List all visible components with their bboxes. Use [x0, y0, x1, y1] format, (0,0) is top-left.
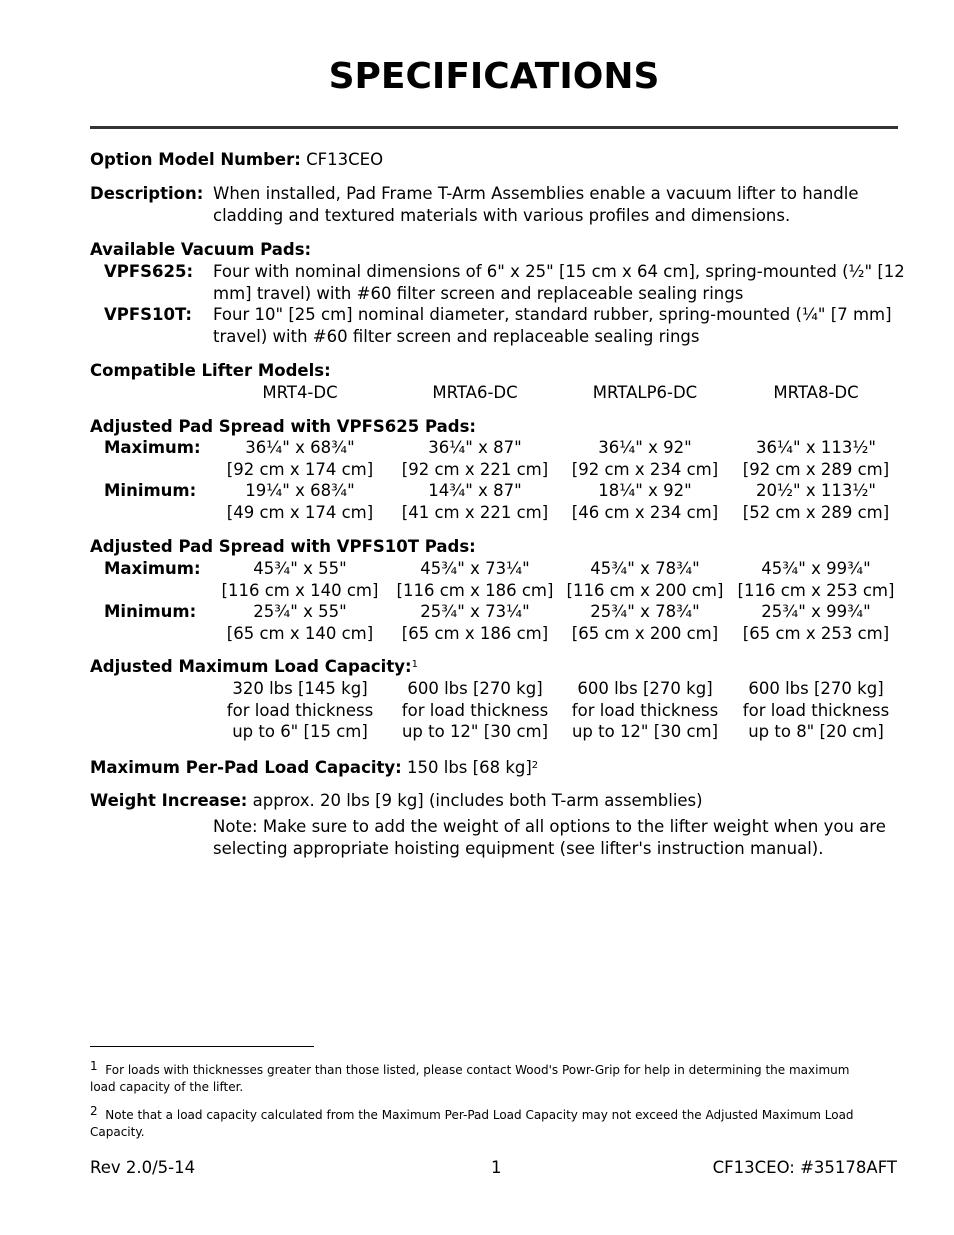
page-title: SPECIFICATIONS [328, 56, 660, 97]
footer-page-number: 1 [491, 1158, 502, 1177]
spread-value: 45¾" x 99¾" [116 cm x 253 cm] [737, 559, 895, 600]
load-value: 600 lbs [270 kg] for load thickness up to 8" [20 cm] [742, 679, 890, 742]
footnote-2: $^2$ Note that a load capacity calculated from the Maximum Per-Pad Load Capacity may not exceed the Adjusted Maximum Load Capacity. [90, 1104, 854, 1139]
spread10t-max-label: Maximum: [104, 559, 201, 578]
vpfs10t-line-2: travel) with #60 filter screen and replaceable sealing rings [213, 327, 700, 346]
weight-label: Weight Increase: [90, 791, 248, 810]
spread-value: 45¾" x 78¾" [116 cm x 200 cm] [566, 559, 724, 600]
footnote-divider [90, 1046, 314, 1047]
option-model-label: Option Model Number: [90, 150, 301, 169]
model-name: MRTA8-DC [773, 383, 859, 402]
vpfs625-line-1: Four with nominal dimensions of 6" x 25" [15 cm x 64 cm], spring-mounted (½" [12 [213, 262, 905, 281]
model-name: MRT4-DC [262, 383, 338, 402]
vpfs625-line-2: mm] travel) with #60 filter screen and replaceable sealing rings [213, 284, 744, 303]
pads-heading: Available Vacuum Pads: [90, 240, 312, 259]
spread10t-min-label: Minimum: [104, 602, 197, 621]
spread-value: 36¼" x 87" [92 cm x 221 cm] [401, 438, 549, 479]
spread-value: 36¼" x 68¾" [92 cm x 174 cm] [226, 438, 374, 479]
weight-note-line-1: Note: Make sure to add the weight of all options to the lifter weight when you are [213, 817, 886, 836]
description-line-1: When installed, Pad Frame T-Arm Assemblies enable a vacuum lifter to handle [213, 184, 859, 203]
models-heading: Compatible Lifter Models: [90, 361, 331, 380]
description-line-2: cladding and textured materials with various profiles and dimensions. [213, 206, 791, 225]
spread10t-heading: Adjusted Pad Spread with VPFS10T Pads: [90, 537, 476, 556]
model-name: MRTA6-DC [432, 383, 518, 402]
weight-row [90, 790, 703, 812]
load-heading: Adjusted Maximum Load Capacity:$^1$ [90, 657, 418, 676]
footnote-ref: 2 [531, 760, 539, 771]
per-pad-label: Maximum Per-Pad Load Capacity: [90, 758, 402, 777]
spread-value: 45¾" x 73¼" [116 cm x 186 cm] [396, 559, 554, 600]
spread625-heading: Adjusted Pad Spread with VPFS625 Pads: [90, 417, 476, 436]
spread-value: 25¾" x 78¾" [65 cm x 200 cm] [571, 602, 719, 643]
footnote-number: 2 [90, 1104, 98, 1118]
spread-value: 45¾" x 55" [116 cm x 140 cm] [221, 559, 379, 600]
vpfs10t-label: VPFS10T: [104, 305, 192, 324]
spread-value: 19¼" x 68¾" [49 cm x 174 cm] [226, 481, 374, 522]
footnote-number: 1 [90, 1059, 98, 1073]
per-pad-row [90, 757, 538, 779]
model-name: MRTALP6-DC [592, 383, 698, 402]
footer-doc-number: CF13CEO: #35178AFT [712, 1158, 897, 1177]
title-divider [90, 126, 898, 129]
spread-value: 25¾" x 55" [65 cm x 140 cm] [226, 602, 374, 643]
per-pad-value: 150 lbs [68 kg] [407, 758, 532, 777]
spread-value: 20½" x 113½" [52 cm x 289 cm] [742, 481, 890, 522]
vpfs10t-line-1: Four 10" [25 cm] nominal diameter, standard rubber, spring-mounted (¼" [7 mm] [213, 305, 892, 324]
weight-value: approx. 20 lbs [9 kg] (includes both T-arm assemblies) [252, 791, 703, 810]
spread-value: 18¼" x 92" [46 cm x 234 cm] [571, 481, 719, 522]
footnote-1: $^1$ For loads with thicknesses greater than those listed, please contact Wood's Powr-Grip for help in determining the maximum load capacity of the lifter. [90, 1059, 850, 1094]
spread-value: 25¾" x 73¼" [65 cm x 186 cm] [401, 602, 549, 643]
spread625-max-label: Maximum: [104, 438, 201, 457]
spread-value: 14¾" x 87" [41 cm x 221 cm] [401, 481, 549, 522]
load-value: 320 lbs [145 kg] for load thickness up to 6" [15 cm] [226, 679, 374, 742]
weight-note-line-2: selecting appropriate hoisting equipment (see lifter's instruction manual). [213, 839, 824, 858]
option-model-row [90, 149, 383, 171]
footnote-ref: 1 [411, 659, 418, 670]
option-model-value: CF13CEO [306, 150, 384, 169]
spread-value: 36¼" x 113½" [92 cm x 289 cm] [742, 438, 890, 479]
footer-revision: Rev 2.0/5-14 [90, 1158, 196, 1177]
vpfs625-label: VPFS625: [104, 262, 194, 281]
load-value: 600 lbs [270 kg] for load thickness up to 12" [30 cm] [571, 679, 719, 742]
description-label: Description: [90, 184, 204, 203]
spread625-min-label: Minimum: [104, 481, 197, 500]
spread-value: 25¾" x 99¾" [65 cm x 253 cm] [742, 602, 890, 643]
load-value: 600 lbs [270 kg] for load thickness up to 12" [30 cm] [401, 679, 549, 742]
spread-value: 36¼" x 92" [92 cm x 234 cm] [571, 438, 719, 479]
